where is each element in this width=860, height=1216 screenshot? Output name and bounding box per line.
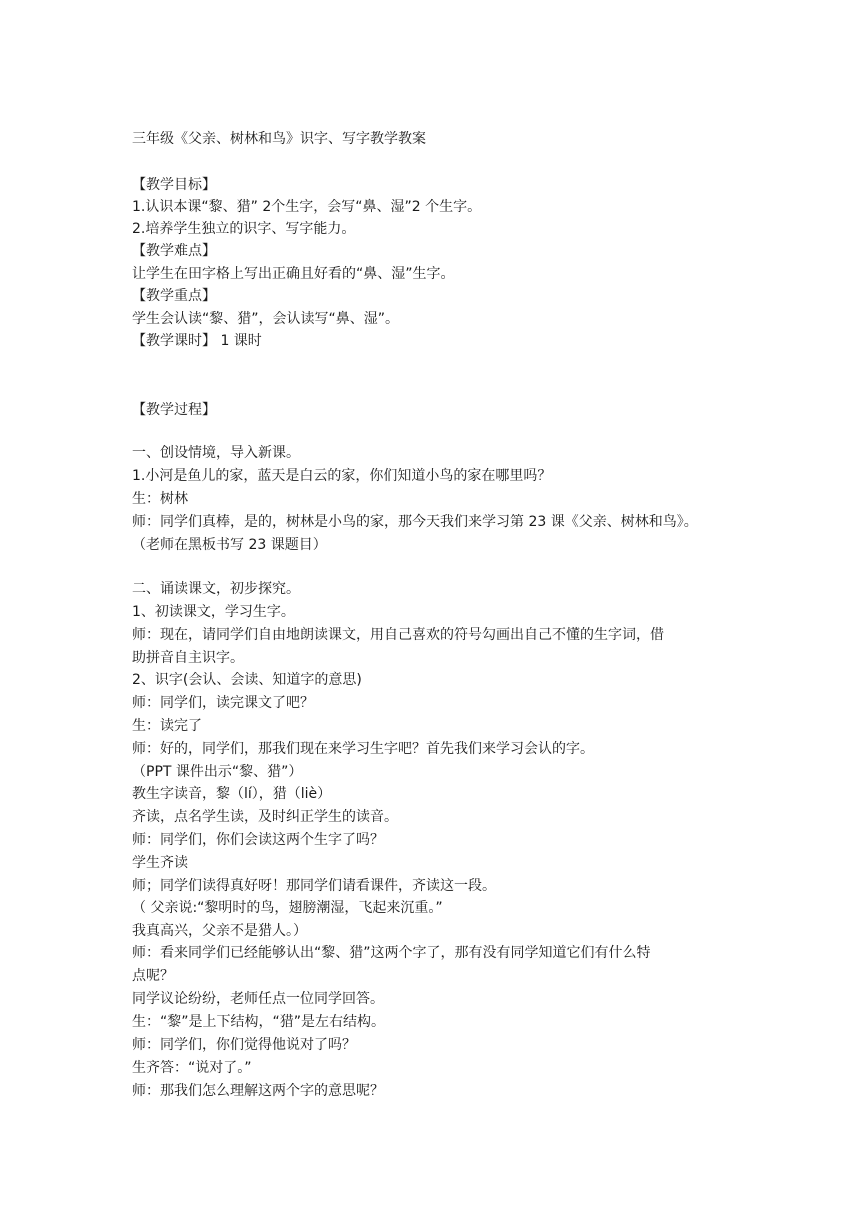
document-title: 三年级《父亲、树林和鸟》识字、写字教学教案 xyxy=(132,131,426,147)
text-line: 生：“黎”是上下结构，“猎”是左右结构。 xyxy=(132,1014,386,1030)
text-line: 1.认识本课“黎、猎” 2个生字，会写“鼻、湿”2 个生字。 xyxy=(132,199,482,215)
text-line: 2.培养学生独立的识字、写字能力。 xyxy=(132,221,356,237)
text-line: 助拼音自主识字。 xyxy=(132,650,244,666)
text-line: 师：现在，请同学们自由地朗读课文，用自己喜欢的符号勾画出自己不懂的生字词，借 xyxy=(132,627,664,643)
text-line: 齐读，点名学生读，及时纠正学生的读音。 xyxy=(132,809,398,825)
text-line: 生齐答：“说对了。” xyxy=(132,1060,252,1076)
text-line: （PPT 课件出示“黎、猎”） xyxy=(132,764,303,780)
text-line: 我真高兴，父亲不是猎人。） xyxy=(132,923,307,939)
text-line: 1、初读课文，学习生字。 xyxy=(132,604,295,620)
text-line: 师；同学们读得真好呀！那同学们请看课件，齐读这一段。 xyxy=(132,878,496,894)
text-line: 师：同学们，你们会读这两个生字了吗？ xyxy=(132,832,384,848)
text-line: 师：同学们真棒，是的，树林是小鸟的家，那今天我们来学习第 23 课《父亲、树林和鸟》。 xyxy=(132,514,698,530)
text-line: 点呢？ xyxy=(132,968,174,984)
text-line: 学生会认读“黎、猎”，会认读写“鼻、湿”。 xyxy=(132,311,400,327)
text-line: 师：看来同学们已经能够认出“黎、猎”这两个字了，那有没有同学知道它们有什么特 xyxy=(132,945,651,961)
text-line: 让学生在田字格上写出正确且好看的“鼻、湿”生字。 xyxy=(132,266,455,282)
text-line: 生：树林 xyxy=(132,491,188,507)
text-line: 同学议论纷纷，老师任点一位同学回答。 xyxy=(132,991,384,1007)
step-heading: 一、创设情境，导入新课。 xyxy=(132,445,300,461)
text-line: 2、识字(会认、会读、知道字的意思) xyxy=(132,672,362,688)
text-line: （老师在黑板书写 23 课题目） xyxy=(132,537,327,553)
text-line: 学生齐读 xyxy=(132,855,188,871)
section-heading-process: 【教学过程】 xyxy=(132,402,216,418)
section-heading-hours: 【教学课时】 1 课时 xyxy=(132,333,262,349)
text-line: 1.小河是鱼儿的家，蓝天是白云的家，你们知道小鸟的家在哪里吗？ xyxy=(132,468,552,484)
text-line: 师：好的，同学们，那我们现在来学习生字吧？首先我们来学习会认的字。 xyxy=(132,741,594,757)
section-heading-key-points: 【教学重点】 xyxy=(132,288,216,304)
text-line: 教生字读音，黎（lí），猎（liè） xyxy=(132,786,332,802)
text-line: （ 父亲说:“黎明时的鸟，翅膀潮湿，飞起来沉重。” xyxy=(132,900,443,916)
step-heading: 二、诵读课文，初步探究。 xyxy=(132,581,300,597)
text-line: 师：同学们，你们觉得他说对了吗？ xyxy=(132,1037,356,1053)
section-heading-difficulty: 【教学难点】 xyxy=(132,243,216,259)
text-line: 师：同学们，读完课文了吧？ xyxy=(132,695,314,711)
text-line: 师：那我们怎么理解这两个字的意思呢？ xyxy=(132,1083,384,1099)
section-heading-objectives: 【教学目标】 xyxy=(132,177,216,193)
text-line: 生：读完了 xyxy=(132,718,202,734)
